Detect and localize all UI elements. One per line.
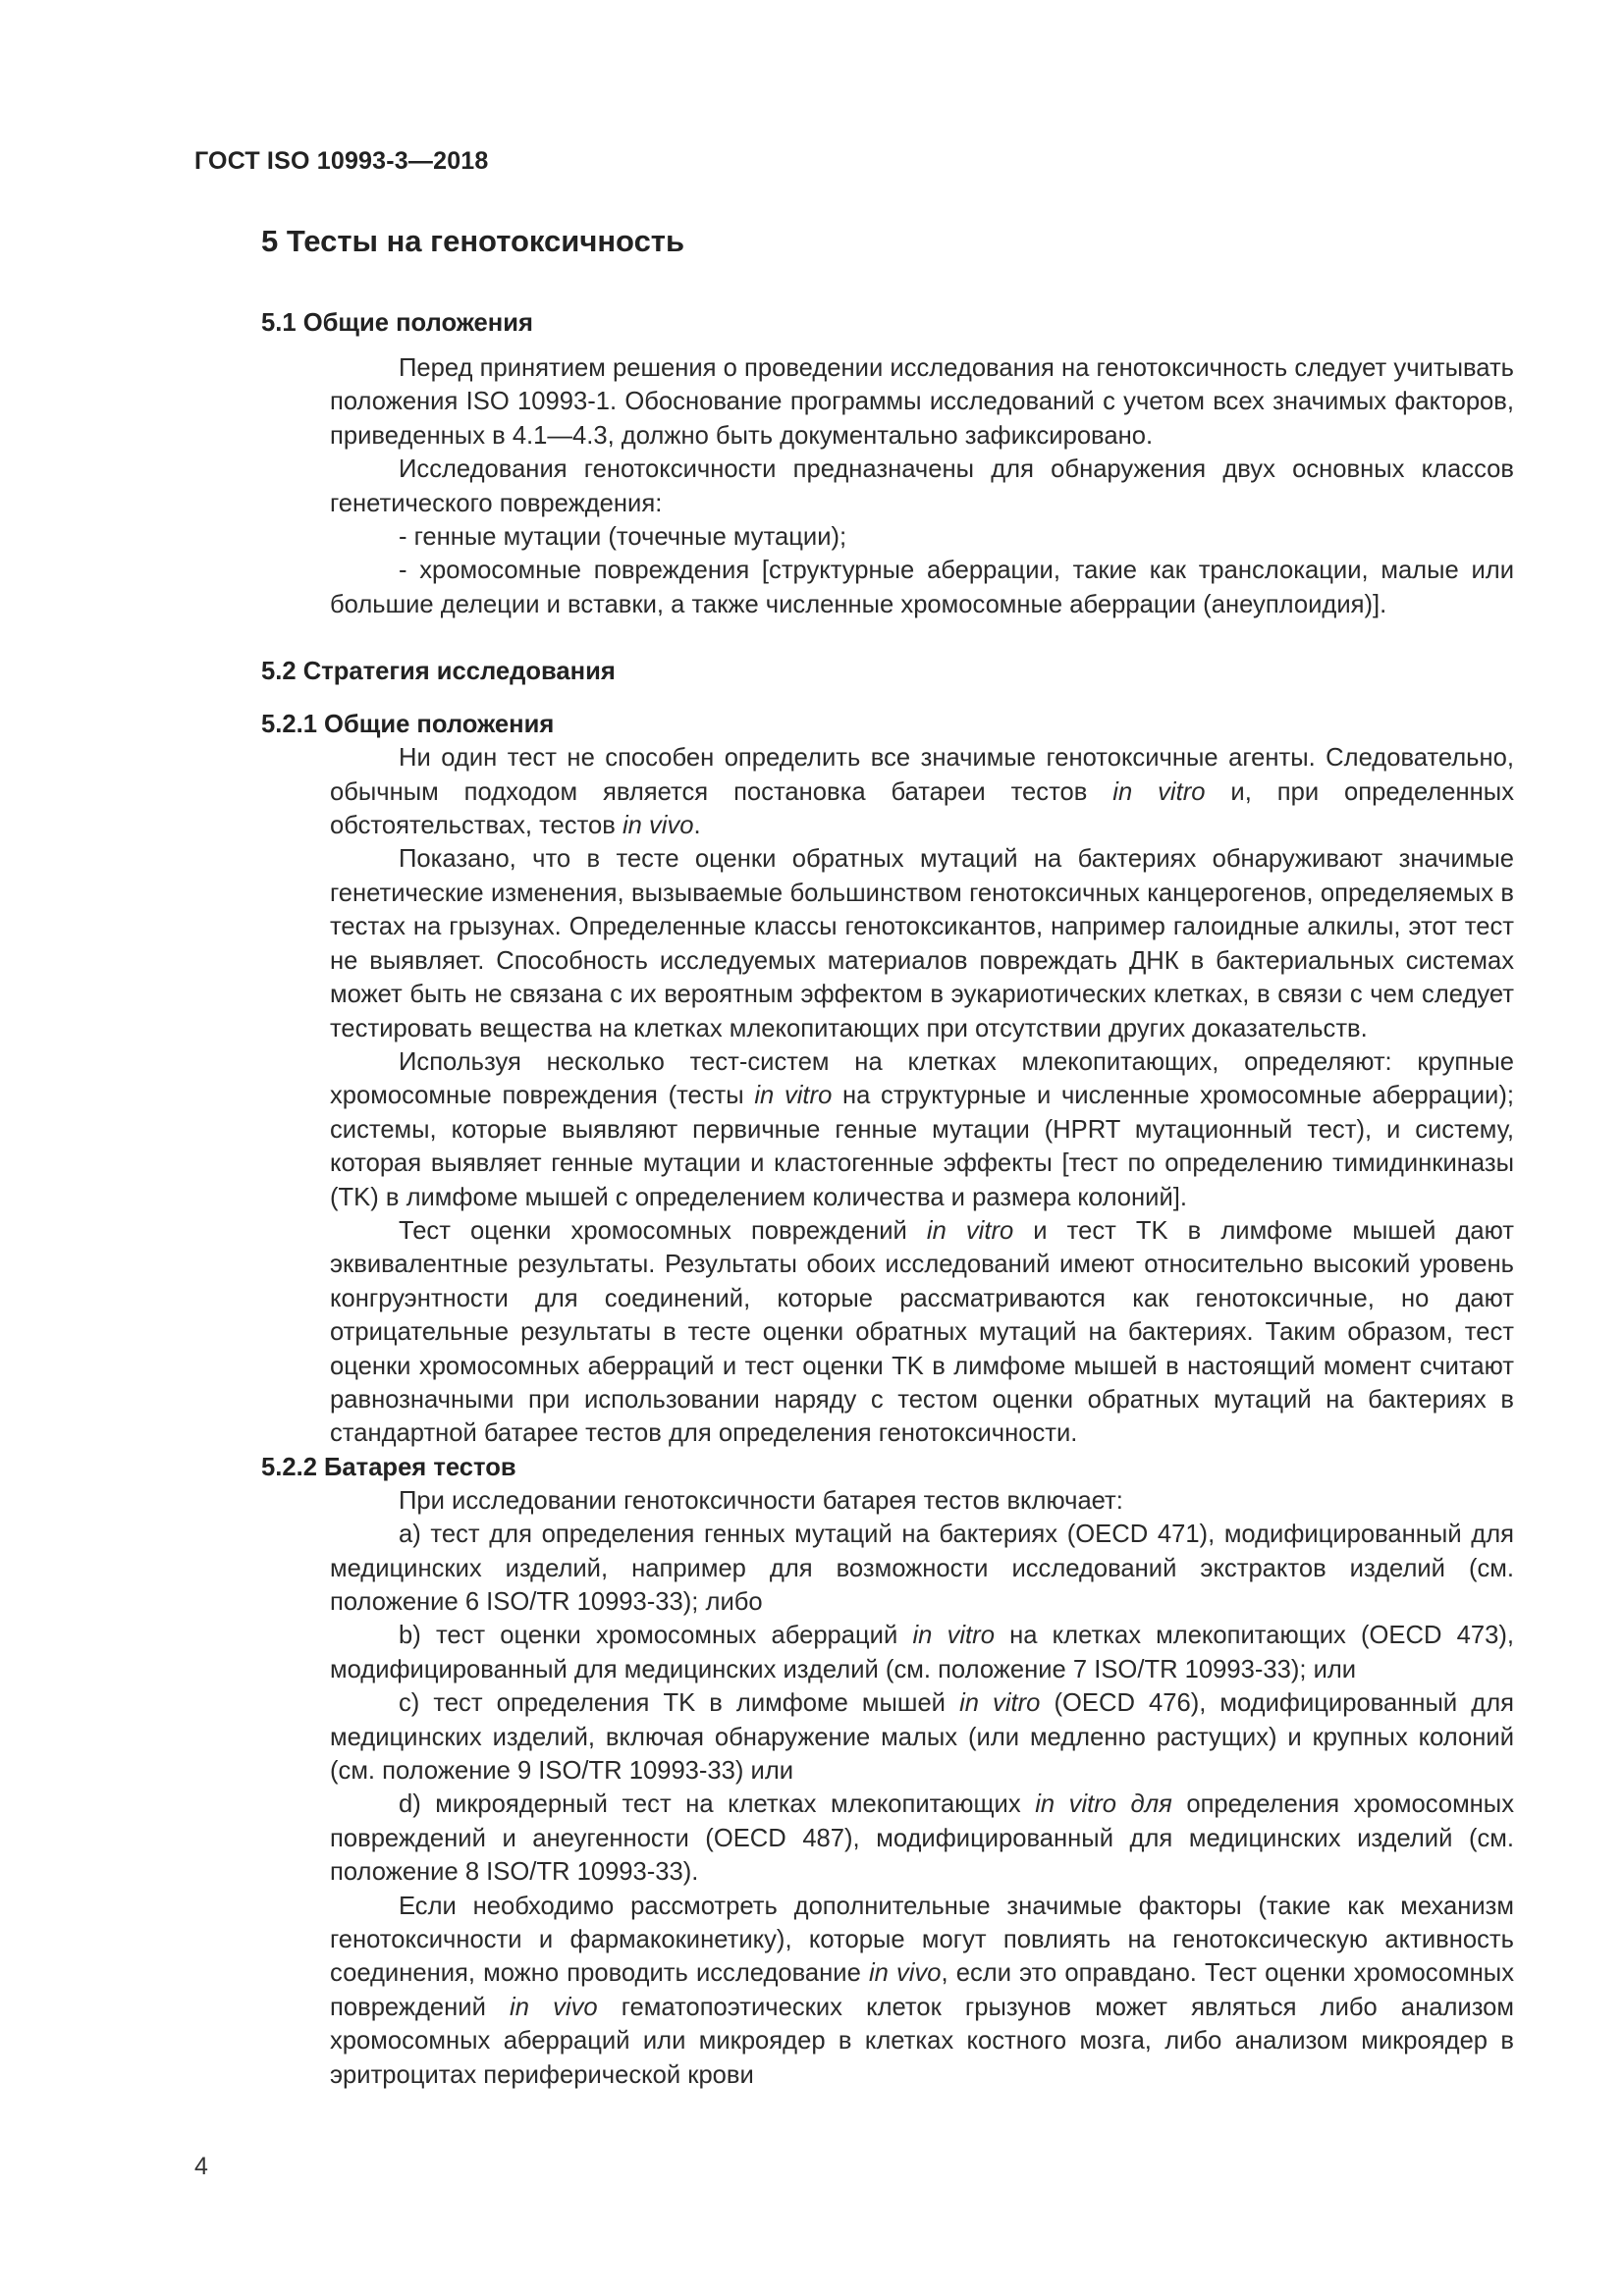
dash-item-chromosome-damage: - хромосомные повреждения [структурные аберрации, такие как транслокации, малые или большие делеции и вставки, а также численные хромосомные аберрации (анеуплоидия)]. xyxy=(330,557,1514,618)
subsection-heading-5-2-2: 5.2.2 Батарея тестов xyxy=(261,1453,516,1481)
list-item-c: c) тест определения TK в лимфоме мышей in vitro (OECD 476), модифицированный для медицинских изделий, включая обнаружение малых (или медленно растущих) и крупных колоний (см. положение 9 ISO/TR 10993-33) или xyxy=(330,1689,1514,1786)
subsection-heading-5-1: 5.1 Общие положения xyxy=(261,309,533,337)
page-content xyxy=(261,222,1514,2092)
paragraph-5-2-2-intro: При исследовании генотоксичности батарея тестов включает: xyxy=(399,1486,1123,1515)
paragraph-5-2-1-2: Показано, что в тесте оценки обратных мутаций на бактериях обнаруживают значимые генетические изменения, вызываемые большинством генотоксичных канцерогенов, определяемых в тестах на грызунах. Определенные классы генотоксикантов, например галоидные алкилы, этот тест не выявляет. Способность исследуемых материалов повреждать ДНК в бактериальных системах может быть не связана с их вероятным эффектом в эукариотических клетках, в связи с чем следует тестировать вещества на клетках млекопитающих при отсутствии других доказательств. xyxy=(330,845,1514,1042)
paragraph-5-2-1-4: Тест оценки хромосомных повреждений in vitro и тест TK в лимфоме мышей дают эквивалентные результаты. Результаты обоих исследований имеют относительно высокий уровень конгруэнтности для соединений, которые рассматриваются как генотоксичные, но дают отрицательные результаты в тесте оценки обратных мутаций на бактериях. Таким образом, тест оценки хромосомных аберраций и тест оценки TK в лимфоме мышей в настоящий момент считают равнозначными при использовании наряду с тестом оценки обратных мутаций на бактериях в стандартной батарее тестов для определения генотоксичности. xyxy=(330,1216,1514,1448)
paragraph-5-1-2: Исследования генотоксичности предназначены для обнаружения двух основных классов генетического повреждения: xyxy=(330,455,1514,517)
list-item-b: b) тест оценки хромосомных аберраций in vitro на клетках млекопитающих (OECD 473), модифицированный для медицинских изделий (см. положение 7 ISO/TR 10993-33); или xyxy=(330,1622,1514,1683)
list-item-d: d) микроядерный тест на клетках млекопитающих in vitro для определения хромосомных повреждений и анеугенности (OECD 487), модифицированный для медицинских изделий (см. положение 8 ISO/TR 10993-33). xyxy=(330,1790,1514,1887)
paragraph-5-2-2-final: Если необходимо рассмотреть дополнительные значимые факторы (такие как механизм генотоксичности и фармакокинетику), которые могут повлиять на генотоксическую активность соединения, можно проводить исследование in vivo, если это оправдано. Тест оценки хромосомных повреждений in vivo гематопоэтических клеток грызунов может являться либо анализом хромосомных аберраций или микроядер в клетках костного мозга, либо анализом микроядер в эритроцитах периферической крови xyxy=(330,1892,1515,2089)
page-number: 4 xyxy=(194,2153,208,2180)
dash-item-gene-mutations: - генные мутации (точечные мутации); xyxy=(399,523,847,552)
section-title: 5 Тесты на генотоксичность xyxy=(261,224,685,258)
document-id-header: ГОСТ ISO 10993-3—2018 xyxy=(194,147,489,175)
subsection-heading-5-2-1: 5.2.1 Общие положения xyxy=(261,711,555,739)
paragraph-5-2-1-3: Используя несколько тест-систем на клетках млекопитающих, определяют: крупные хромосомные повреждения (тесты in vitro на структурные и численные хромосомные аберрации); системы, которые выявляют первичные генные мутации (HPRT мутационный тест), и систему, которая выявляет генные мутации и кластогенные эффекты [тест по определению тимидинкиназы (TK) в лимфоме мышей с определением количества и размера колоний]. xyxy=(330,1047,1514,1211)
paragraph-5-1-1: Перед принятием решения о проведении исследования на генотоксичность следует учитывать положения ISO 10993-1. Обоснование программы исследований с учетом всех значимых факторов, приведенных в 4.1—4.3, должно быть документально зафиксировано. xyxy=(330,354,1514,450)
subsection-heading-5-2: 5.2 Стратегия исследования xyxy=(261,658,616,686)
paragraph-5-2-1-1: Ни один тест не способен определить все значимые генотоксичные агенты. Следовательно, обычным подходом является постановка батареи тестов in vitro и, при определенных обстоятельствах, тестов in vivo. xyxy=(330,744,1515,840)
list-item-a: a) тест для определения генных мутаций на бактериях (OECD 471), модифицированный для медицинских изделий, например для возможности исследований экстрактов изделий (см. положение 6 ISO/TR 10993-33); либо xyxy=(330,1521,1514,1616)
